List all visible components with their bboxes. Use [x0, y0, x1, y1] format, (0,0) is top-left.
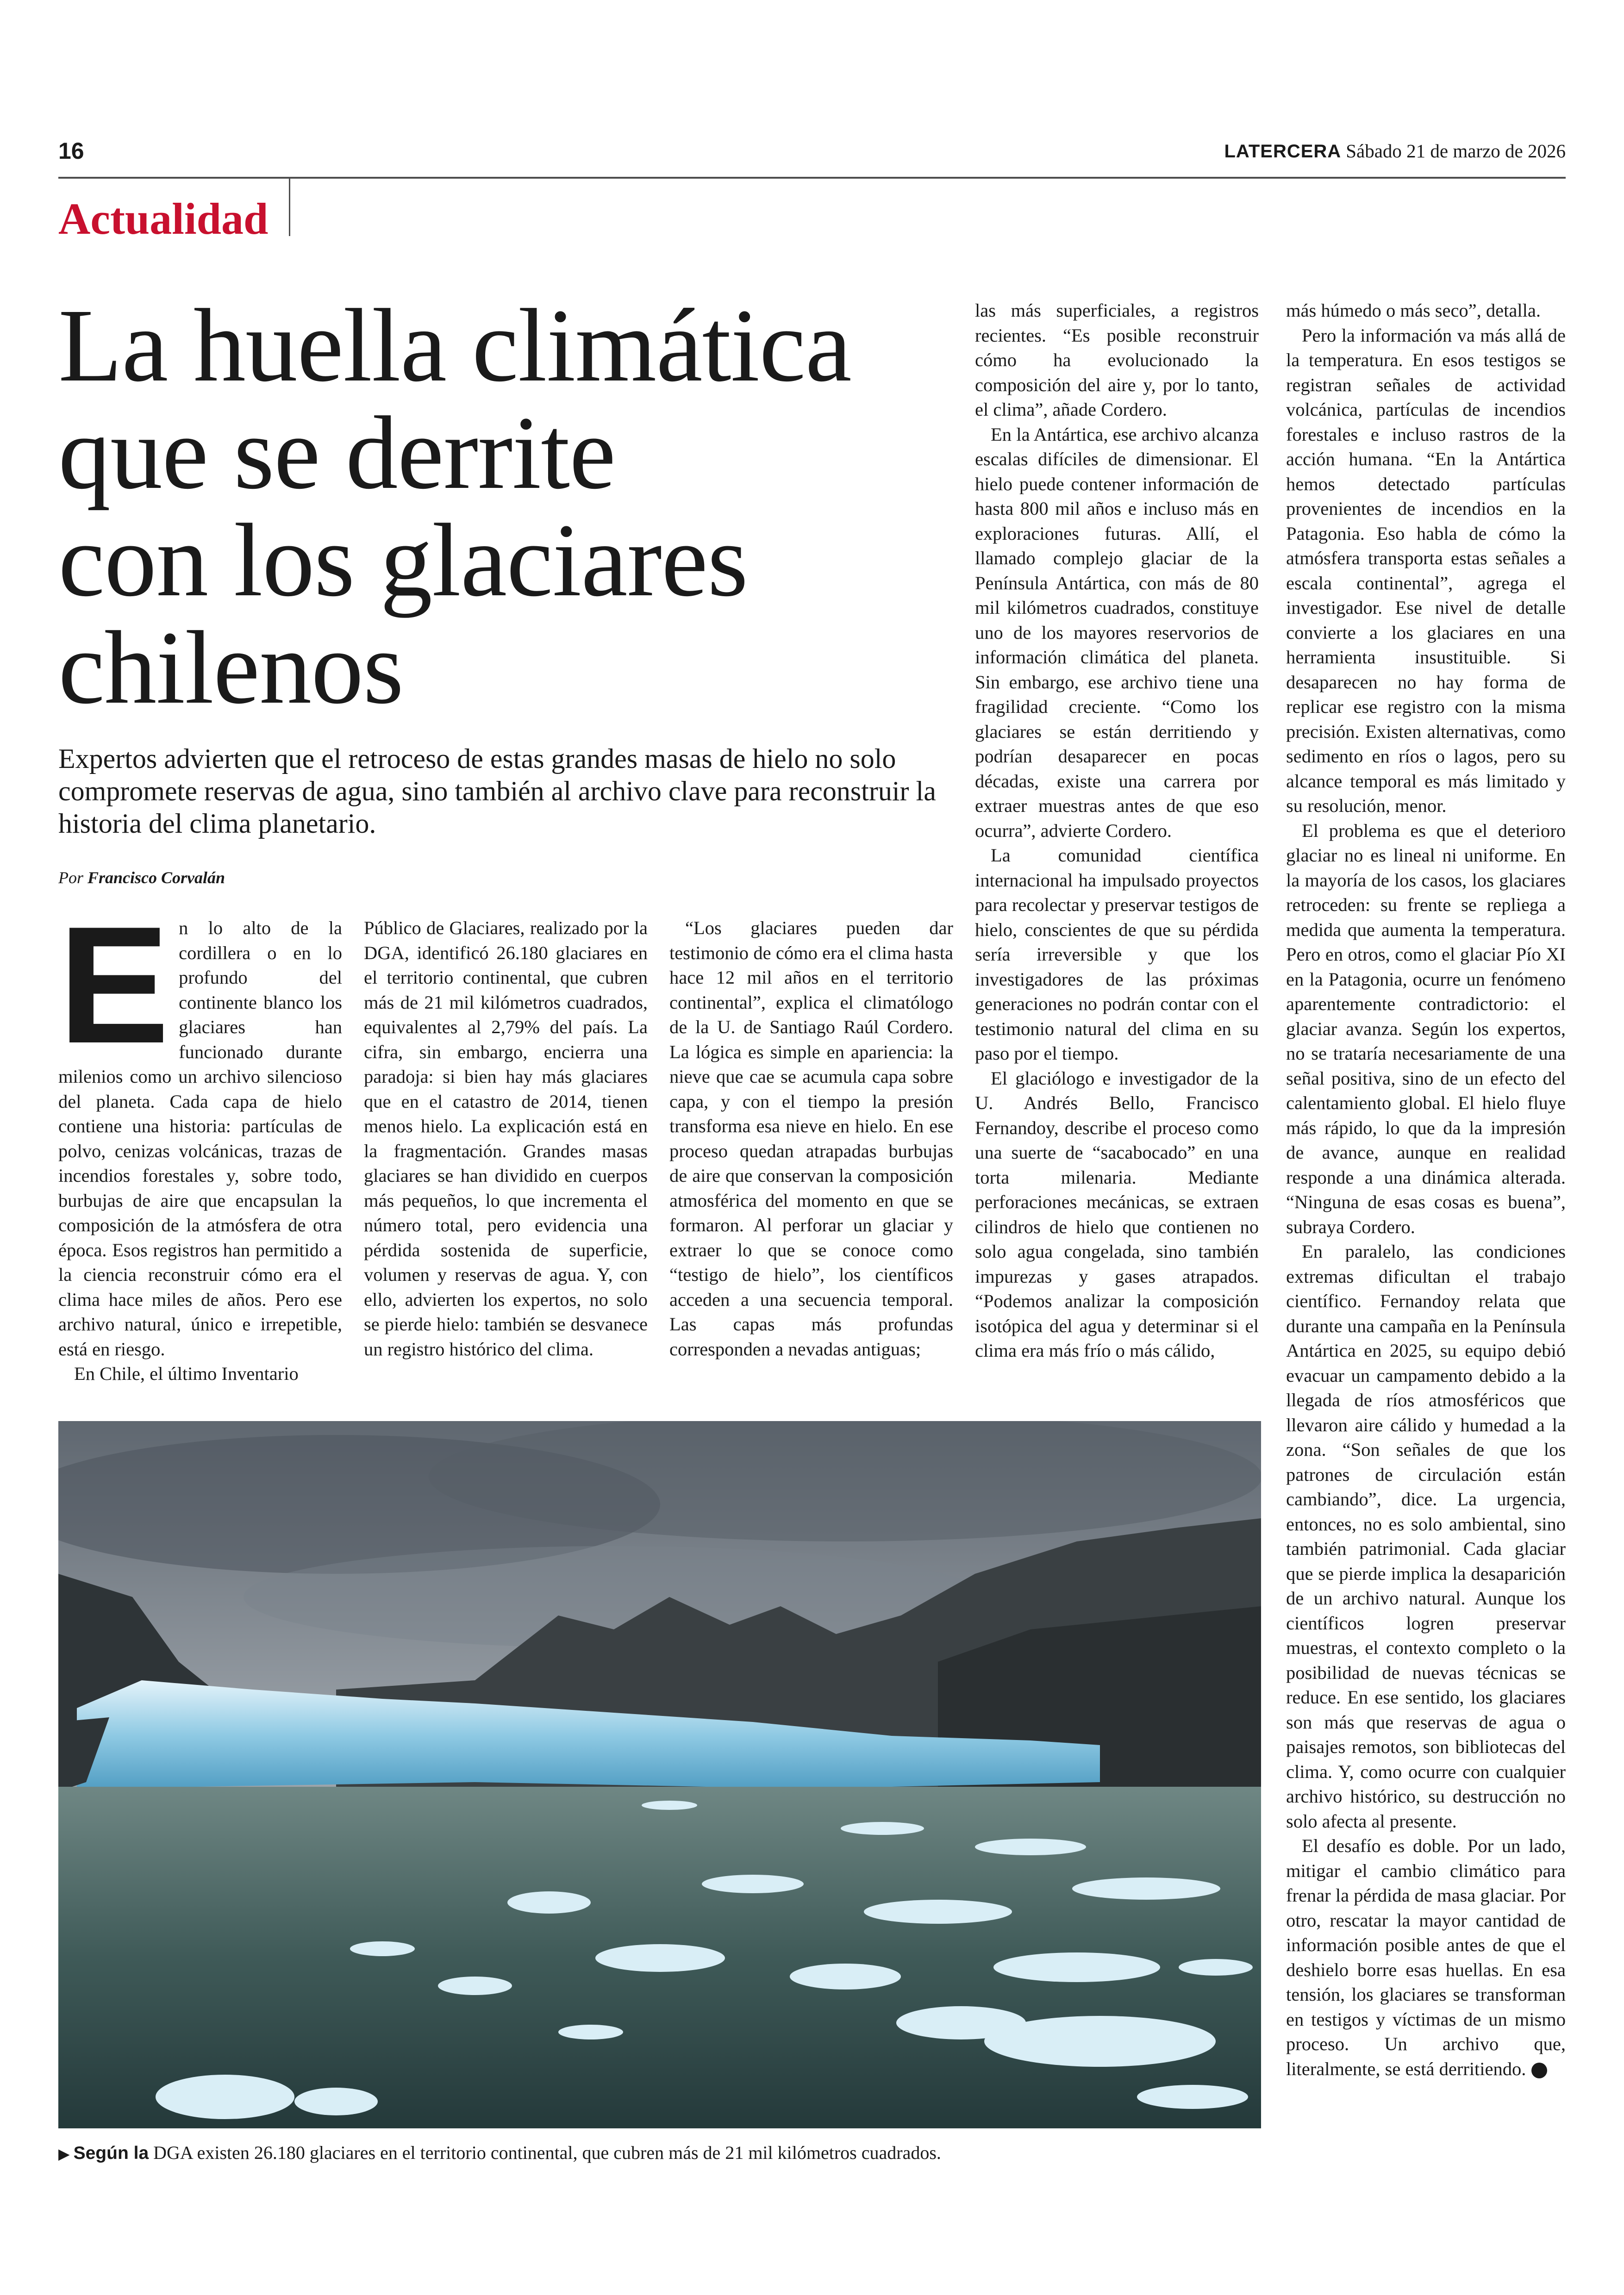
article-column-5: [1286, 298, 1566, 2187]
drop-cap: E: [58, 916, 170, 1078]
body-paragraph: El glaciólogo e investigador de la U. Andrés Bello, Francisco Fernandoy, describe el proceso como una suerte de “sacabocado” en una torta milenaria. Mediante perforaciones mecánicas, se extraen cilindros de hielo que contienen no solo agua congelada, sino también impurezas y gases atrapados. “Podemos analizar la composición isotópica del agua y determinar si el clima era más frío o más cálido,: [975, 1067, 1259, 1361]
body-paragraph: En paralelo, las condiciones extremas dificultan el trabajo científico. Fernandoy relata que durante una campaña en la Península Antártica en 2025, su equipo debió evacuar un campamento debido a la llegada de ríos atmosféricos que llevaron aire cálido y humedad a la zona. “Son señales de que los patrones de circulación están cambiando”, dice. La urgencia, entonces, no es solo ambiental, sino también patrimonial. Cada glaciar que se pierde implica la desaparición de un archivo natural. Aunque los científicos logren preservar muestras, el contexto completo o la posibilidad de nuevas técnicas se reduce. En ese sentido, los glaciares son más que reservas de agua o paisajes remotos, son bibliotecas del clima. Y, como ocurre con cualquier archivo histórico, su destrucción no solo afecta al presente.: [1286, 1241, 1566, 1832]
headline-line: con los glaciares: [58, 502, 748, 618]
header-rule: [58, 177, 1566, 179]
byline-author: Francisco Corvalán: [87, 868, 225, 887]
caption-lead: Según la: [73, 2143, 149, 2163]
glacier-illustration: [58, 1421, 1261, 2128]
body-paragraph: La comunidad científica internacional ha impulsado proyectos para recolectar y preservar testigos de hielo, conscientes de que su pérdida sería irreversible y que los investigadores de las próximas generaciones no podrán contar con el testimonio natural del clima en su paso por el tiempo.: [975, 845, 1259, 1064]
glacier-photo: [58, 1421, 1261, 2128]
article-column-2: [364, 916, 648, 1397]
newspaper-brand: LATERCERA: [1224, 141, 1342, 162]
body-paragraph: Público de Glaciares, realizado por la DGA, identificó 26.180 glaciares en el territorio continental, que cubren más de 21 mil kilómetros cuadrados, equivalentes al 2,79% del país. La cifra, sin embargo, encierra una paradoja: si bien hay más glaciares que en el catastro de 2014, tienen menos hielo. La explicación está en la fragmentación. Grandes masas glaciares se han dividido en cuerpos más pequeños, lo que incrementa el número total, pero evidencia una pérdida sostenida de superficie, volumen y reservas de agua. Y, con ello, advierten los expertos, no solo se pierde hielo: también se desvanece un registro histórico del clima.: [364, 917, 648, 1360]
caption-text: DGA existen 26.180 glaciares en el territorio continental, que cubren más de 21 mil kilómetros cuadrados.: [153, 2142, 941, 2163]
end-of-article-mark: [1531, 2063, 1547, 2078]
headline-line: La huella climática: [58, 287, 851, 403]
body-paragraph: [58, 916, 342, 1361]
issue-date: Sábado 21 de marzo de 2026: [1346, 140, 1566, 162]
body-paragraph: El problema es que el deterioro glaciar no es lineal ni uniforme. En la mayoría de los casos, los glaciares retroceden: su frente se repliega a medida que aumenta la temperatura. Pero en otros, como el glaciar Pío XI en la Patagonia, ocurre un fenómeno aparentemente contradictorio: el glaciar avanza. Según los expertos, no se trataría necesariamente de una señal positiva, sino de un efecto del calentamiento global. El hielo fluye más rápido, lo que da la impresión de avance, aunque en realidad responde a una dinámica alterada. “Ninguna de esas cosas es buena”, subraya Cordero.: [1286, 820, 1566, 1237]
article-column-4: [975, 298, 1259, 1398]
body-paragraph: [1286, 1834, 1566, 2081]
article-column-1: [58, 916, 342, 1397]
body-paragraph: más húmedo o más seco”, detalla.: [1286, 300, 1541, 321]
photo-caption: [58, 2141, 1262, 2165]
headline-line: chilenos: [58, 610, 404, 725]
body-paragraph: En Chile, el último Inventario: [74, 1363, 299, 1384]
body-text: El desafío es doble. Por un lado, mitigar el cambio climático para frenar la pérdida de masa glaciar. Por otro, rescatar la mayor cantidad de información posible antes de que el deshielo borre esas huellas. En esa tensión, los glaciares se transforman en testigos y víctimas de un mismo proceso. Un archivo que, literalmente, se está derritiendo.: [1286, 1835, 1566, 2079]
body-paragraph: Pero la información va más allá de la temperatura. En esos testigos se registran señales de actividad volcánica, partículas de incendios forestales e incluso rastros de la acción humana. “En la Antártica hemos detectado partículas provenientes de incendios en la Patagonia. Eso habla de cómo la atmósfera transporta estas señales a escala continental”, agrega el investigador. Ese nivel de detalle convierte a los glaciares en una herramienta insustituible. Si desaparecen no hay forma de replicar ese registro con la misma precisión. Existen alternativas, como sedimento en ríos o lagos, pero su alcance temporal es más limitado y su resolución, menor.: [1286, 324, 1566, 816]
byline-prefix: Por: [58, 868, 83, 887]
section-label: Actualidad: [58, 194, 269, 243]
body-paragraph: las más superficiales, a registros recientes. “Es posible reconstruir cómo ha evolucionado la composición del aire y, por lo tanto, el clima”, añade Cordero.: [975, 300, 1259, 420]
headline-line: que se derrite: [58, 395, 616, 511]
body-paragraph: “Los glaciares pueden dar testimonio de cómo era el clima hasta hace 12 mil años en el territorio continental”, explica el climatólogo de la U. de Santiago Raúl Cordero. La lógica es simple en apariencia: la nieve que cae se acumula capa sobre capa, y con el tiempo la presión transforma esa nieve en hielo. En ese proceso quedan atrapadas burbujas de aire que conservan la composición atmosférica del momento en que se formaron. Al perforar un glaciar y extraer lo que se conoce como “testigo de hielo”, los científicos acceden a una secuencia temporal. Las capas más profundas corresponden a nevadas antiguas;: [669, 917, 953, 1360]
section-divider: [289, 179, 290, 236]
body-paragraph: En la Antártica, ese archivo alcanza escalas difíciles de dimensionar. El hielo puede contener información de hasta 800 mil años e incluso más en exploraciones futuras. Allí, el llamado complejo glaciar de la Península Antártica, con más de 80 mil kilómetros cuadrados, constituye uno de los mayores reservorios de información climática del planeta. Sin embargo, ese archivo tiene una fragilidad creciente. “Como los glaciares se están derritiendo y podrían desaparecer en pocas décadas, existe una carrera por extraer muestras antes de que eso ocurra”, advierte Cordero.: [975, 424, 1259, 841]
article-column-3: [669, 916, 953, 1397]
headline: [58, 287, 975, 725]
byline: [58, 867, 225, 888]
caption-arrow-icon: ▶: [58, 2145, 70, 2163]
page-number: 16: [58, 138, 84, 164]
body-text: n lo alto de la cordillera o en lo profundo del continente blanco los glaciares han funcionado durante milenios como un archivo silencioso del planeta. Cada capa de hielo contiene una historia: partículas de polvo, cenizas volcánicas, trazas de incendios forestales y, sobre todo, burbujas de aire que encapsulan la composición de la atmósfera de otra época. Esos registros han permitido a la ciencia reconstruir cómo era el clima hace miles de años. Pero ese archivo natural, único e irrepetible, está en riesgo.: [58, 917, 342, 1360]
deck: Expertos advierten que el retroceso de estas grandes masas de hielo no solo compromete reservas de agua, sino también al archivo clave para reconstruir la historia del clima planetario.: [58, 743, 936, 839]
masthead: [1224, 139, 1566, 163]
